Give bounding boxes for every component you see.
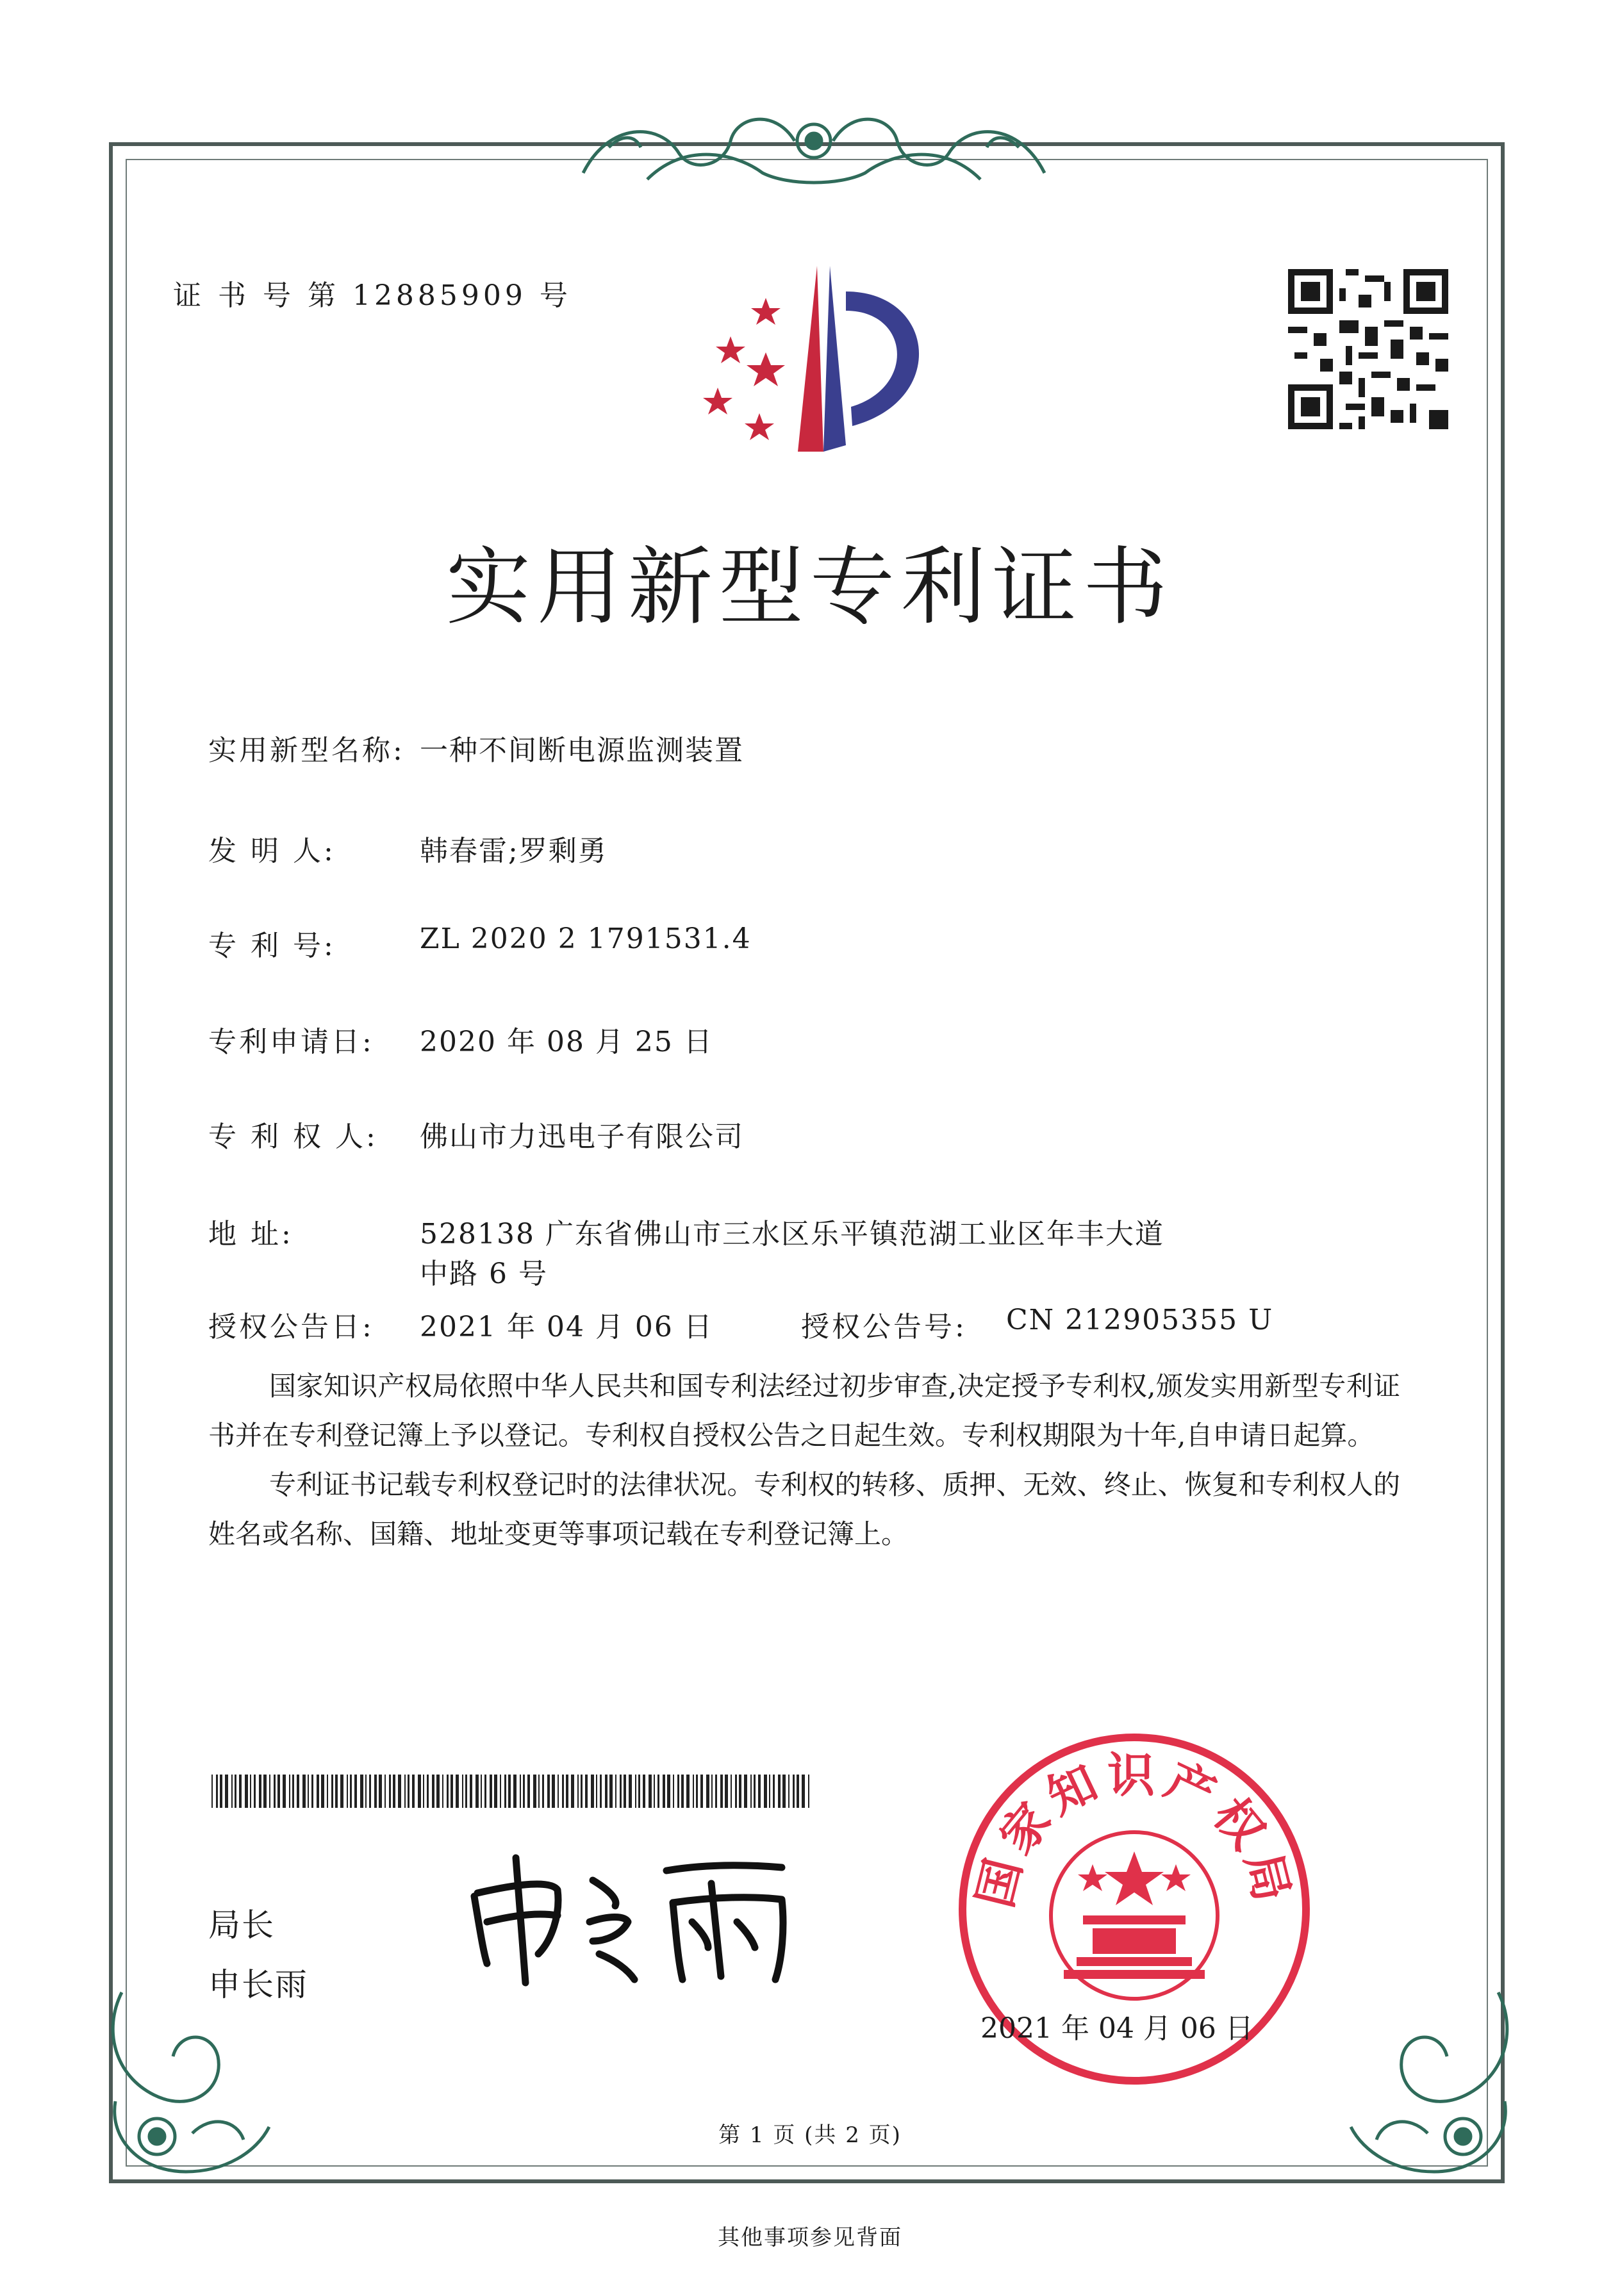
bottom-right-ornament-icon [1338, 1973, 1524, 2191]
patentee-label: 专 利 权 人: [208, 1120, 378, 1153]
seal-text: 国家知识产权局 [967, 1748, 1302, 1914]
utility-model-name-value: 一种不间断电源监测装置 [420, 734, 744, 767]
grant-date-label: 授权公告日: [208, 1311, 374, 1343]
patent-office-logo-icon [692, 253, 948, 471]
bottom-left-ornament-icon [96, 1973, 282, 2191]
certificate-number: 证 书 号 第 12885909 号 [173, 279, 572, 312]
qr-code-icon [1288, 269, 1448, 429]
utility-model-name-label: 实用新型名称: [208, 734, 405, 767]
top-ornament-icon [570, 96, 1057, 192]
filing-date-label: 专利申请日: [208, 1026, 374, 1058]
patentee-value: 佛山市力迅电子有限公司 [420, 1120, 744, 1153]
page-info: 第 1 页 (共 2 页) [718, 2122, 902, 2148]
filing-date-value: 2020 年 08 月 25 日 [420, 1026, 713, 1058]
director-title: 局长 [208, 1906, 275, 1944]
reverse-note: 其他事项参见背面 [718, 2225, 902, 2251]
inventor-label: 发 明 人: [208, 835, 336, 867]
certificate-title: 实用新型专利证书 [446, 538, 1174, 637]
inventor-value: 韩春雷;罗剩勇 [420, 835, 608, 867]
grant-date-value: 2021 年 04 月 06 日 [420, 1311, 713, 1343]
address-label: 地 址: [208, 1218, 293, 1250]
patent-number-label: 专 利 号: [208, 930, 336, 962]
grant-number-value: CN 212905355 U [1006, 1304, 1274, 1336]
address-value-line2: 中路 6 号 [420, 1258, 548, 1290]
certificate-body [208, 1361, 1400, 1559]
patent-number-value: ZL 2020 2 1791531.4 [420, 922, 752, 955]
grant-number-label: 授权公告号: [801, 1311, 967, 1343]
seal-date: 2021 年 04 月 06 日 [980, 2012, 1253, 2045]
barcode-icon [211, 1775, 814, 1808]
body-paragraph-2: 专利证书记载专利权登记时的法律状况。专利权的转移、质押、无效、终止、恢复和专利权人的姓名或名称、国籍、地址变更等事项记载在专利登记簿上。 [208, 1469, 1400, 1550]
director-name: 申长雨 [208, 1966, 308, 2003]
handwritten-signature-icon [461, 1845, 820, 1992]
address-value-line1: 528138 广东省佛山市三水区乐平镇范湖工业区年丰大道 [420, 1218, 1164, 1250]
body-paragraph-1: 国家知识产权局依照中华人民共和国专利法经过初步审查,决定授予专利权,颁发实用新型专利证书并在专利登记簿上予以登记。专利权自授权公告之日起生效。专利权期限为十年,自申请日起算。 [208, 1370, 1400, 1451]
